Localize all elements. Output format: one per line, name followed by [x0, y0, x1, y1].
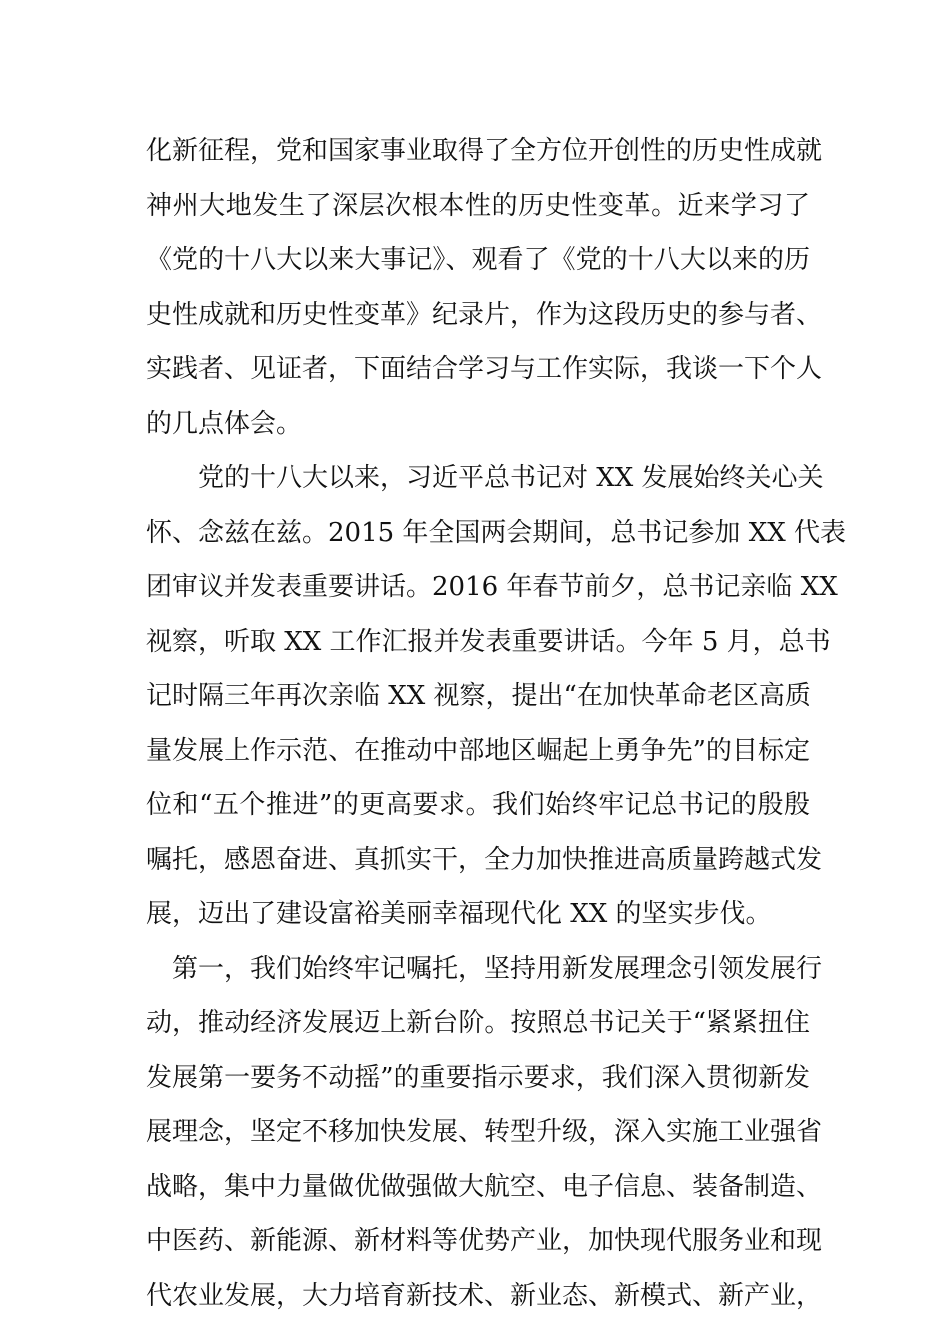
document-body: [146, 124, 846, 1323]
text-line: 中医药、新能源、新材料等优势产业，加快现代服务业和现: [146, 1226, 823, 1256]
text-line: 党的十八大以来，习近平总书记对 XX 发展始终关心关: [198, 463, 824, 493]
text-line: 怀、念兹在兹。2015 年全国两会期间，总书记参加 XX 代表: [146, 517, 846, 548]
text-line: 团审议并发表重要讲话。2016 年春节前夕，总书记亲临 XX: [146, 572, 838, 602]
text-line: 记时隔三年再次亲临 XX 视察，提出“在加快革命老区高质: [146, 681, 811, 711]
text-line: 实践者、见证者，下面结合学习与工作实际，我谈一下个人: [146, 354, 823, 384]
text-line: 的几点体会。: [146, 408, 303, 439]
text-line: 化新征程，党和国家事业取得了全方位开创性的历史性成就: [146, 136, 823, 166]
text-line: 代农业发展，大力培育新技术、新业态、新模式、新产业，: [146, 1280, 823, 1311]
text-line: 量发展上作示范、在推动中部地区崛起上勇争先”的目标定: [146, 735, 810, 766]
text-line: 动，推动经济发展迈上新台阶。按照总书记关于“紧紧扭住: [146, 1008, 810, 1038]
text-line: 神州大地发生了深层次根本性的历史性变革。近来学习了: [146, 190, 810, 221]
text-line: 展理念，坚定不移加快发展、转型升级，深入实施工业强省: [146, 1117, 823, 1147]
text-line: 视察，听取 XX 工作汇报并发表重要讲话。今年 5 月，总书: [146, 626, 831, 657]
text-line: 第一，我们始终牢记嘱托，坚持用新发展理念引领发展行: [172, 953, 823, 984]
text-line: 嘱托，感恩奋进、真抓实干，全力加快推进高质量跨越式发: [146, 844, 823, 875]
text-line: 战略，集中力量做优做强做大航空、电子信息、装备制造、: [146, 1171, 823, 1202]
text-line: 发展第一要务不动摇”的重要指示要求，我们深入贯彻新发: [146, 1062, 810, 1093]
text-line: 《党的十八大以来大事记》、观看了《党的十八大以来的历: [146, 245, 810, 275]
text-line: 展，迈出了建设富裕美丽幸福现代化 XX 的坚实步伐。: [146, 899, 772, 929]
text-line: 史性成就和历史性变革》纪录片，作为这段历史的参与者、: [146, 299, 823, 330]
text-line: 位和“五个推进”的更高要求。我们始终牢记总书记的殷殷: [146, 790, 810, 820]
